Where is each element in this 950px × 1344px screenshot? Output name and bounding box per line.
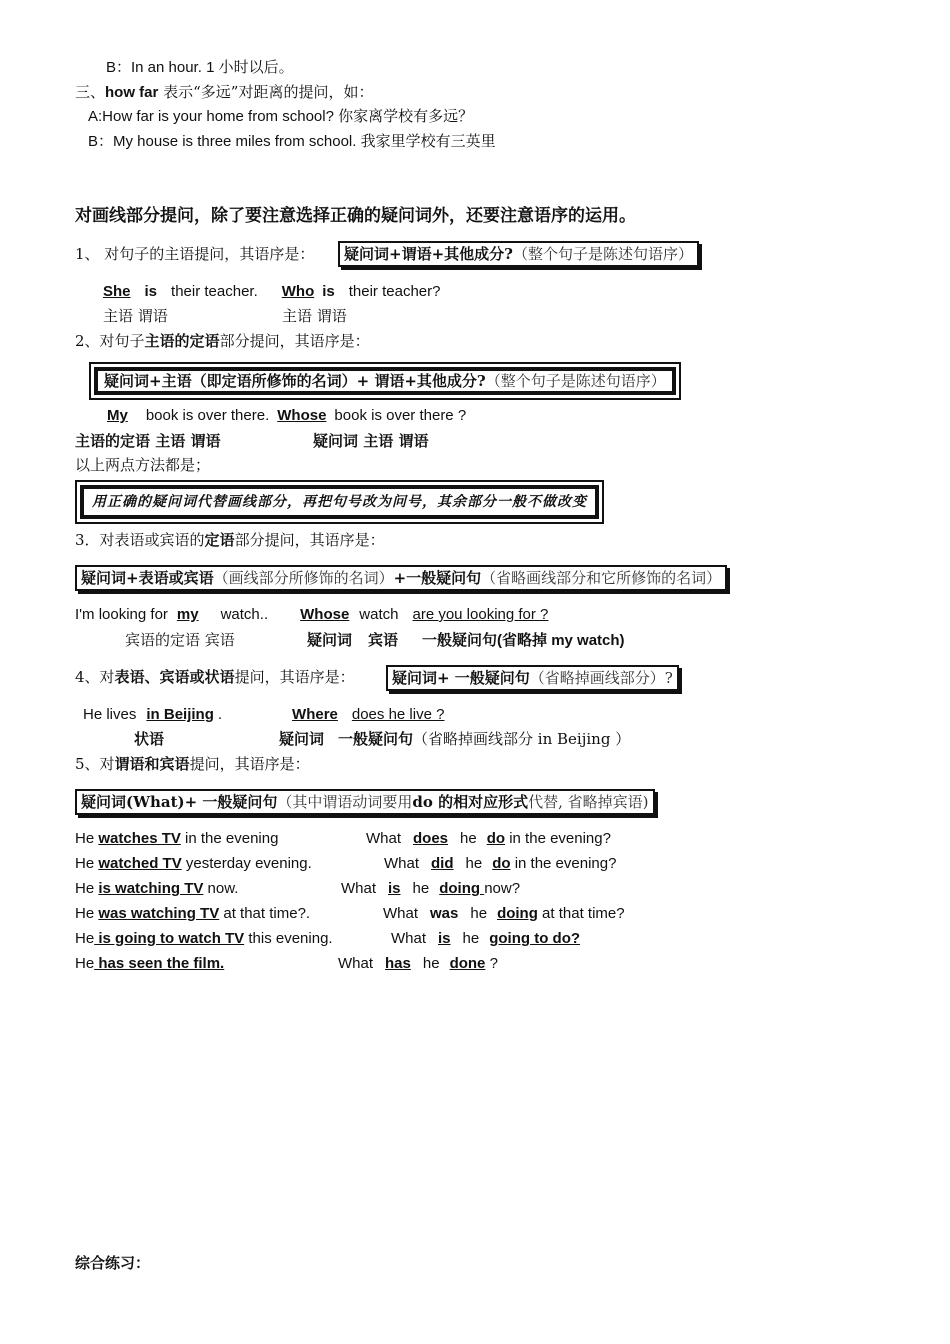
example-1-line bbox=[103, 282, 440, 302]
ex1-rest1: their teacher. bbox=[171, 283, 258, 300]
ex5-aux: has bbox=[385, 955, 411, 972]
rule-2-box-bold: 疑问词+主语（即定语所修饰的名词）+ 谓语+其他成分? bbox=[104, 372, 486, 390]
ex5-tail: in the evening? bbox=[505, 830, 611, 847]
ex5-what: What bbox=[384, 855, 420, 872]
ex5-underlined: watches TV bbox=[98, 830, 181, 847]
ex5-row-right bbox=[341, 879, 520, 899]
ex5-rest: now. bbox=[203, 880, 239, 897]
rule-5-pre: 5、对 bbox=[75, 755, 115, 773]
ex5-he: He bbox=[75, 930, 95, 947]
ex4-pre: He lives bbox=[83, 706, 137, 723]
ex3-label-b2: 宾语 bbox=[368, 631, 399, 649]
answer-b-hour: B：In an hour. 1 小时以后。 bbox=[106, 59, 294, 76]
section-3-rest: 表示“多远”对距离的提问，如： bbox=[158, 83, 374, 101]
ex2-whose: Whose bbox=[277, 407, 327, 424]
ex4-where: Where bbox=[292, 706, 338, 723]
ex5-row-left bbox=[75, 954, 224, 974]
ex5-what: What bbox=[338, 955, 374, 972]
ex4-rest: does he live ? bbox=[351, 706, 445, 723]
rule-4-box-bold: 疑问词+ 一般疑问句 bbox=[392, 669, 530, 687]
rule-1-box-bold: 疑问词+谓语+其他成分? bbox=[344, 245, 513, 263]
ex2-s2: book is over there ? bbox=[334, 407, 467, 424]
answer-b-howfar: B：My house is three miles from school. 我家里学校有三英里 bbox=[88, 133, 496, 150]
ex5-what: What bbox=[366, 830, 402, 847]
ex4-label-b2: 一般疑问句 bbox=[338, 730, 414, 748]
ex5-rest: this evening. bbox=[244, 930, 333, 947]
ex5-rest: yesterday evening. bbox=[181, 855, 312, 872]
example-2-line bbox=[107, 406, 466, 426]
ex5-underlined: is watching TV bbox=[98, 880, 204, 897]
rule-5-box bbox=[75, 789, 655, 815]
ex5-tail: ? bbox=[485, 955, 498, 972]
rule-5-text bbox=[75, 754, 310, 774]
ex2-my: My bbox=[107, 407, 128, 424]
ex5-row-left bbox=[75, 904, 310, 924]
section-3-title bbox=[75, 82, 373, 103]
ex5-tail: now? bbox=[484, 880, 521, 897]
rule-4-box-note: （省略掉画线部分）? bbox=[529, 669, 673, 687]
ex5-he2: he bbox=[465, 855, 483, 872]
summary-intro: 以上两点方法都是； bbox=[75, 456, 211, 474]
ex5-row-right bbox=[383, 904, 625, 924]
rule-3-box-note1: （画线部分所修饰的名词） bbox=[213, 569, 394, 587]
ex1-label-a: 主语 谓语 bbox=[103, 307, 168, 325]
main-heading: 对画线部分提问，除了要注意选择正确的疑问词外，还要注意语序的运用。 bbox=[75, 206, 636, 226]
rule-5-box-bold2: do 的相对应形式 bbox=[412, 793, 529, 811]
rule-5-bold: 谓语和宾语 bbox=[114, 755, 190, 773]
ex1-rest2: their teacher? bbox=[348, 283, 441, 300]
ex5-tail: in the evening? bbox=[510, 855, 617, 872]
ex5-rest: at that time?. bbox=[219, 905, 311, 922]
practice-heading: 综合练习： bbox=[75, 1254, 151, 1272]
ex5-verb: doing bbox=[439, 880, 485, 897]
rule-1-box-note: （整个句子是陈述句语序） bbox=[512, 245, 693, 263]
ex5-underlined: watched TV bbox=[98, 855, 182, 872]
rule-2-post: 部分提问，其语序是： bbox=[219, 332, 370, 350]
rule-3-box-bold1: 疑问词+表语或宾语 bbox=[81, 569, 214, 587]
rule-1-text: 1、 对句子的主语提问，其语序是： bbox=[75, 245, 315, 263]
ex3-label-b1: 疑问词 bbox=[307, 631, 353, 649]
rule-3-box-bold2: +一般疑问句 bbox=[393, 569, 482, 587]
ex5-row-right bbox=[338, 954, 498, 974]
ex4-label-a: 状语 bbox=[134, 730, 165, 748]
ex3-my: my bbox=[176, 606, 199, 623]
ex5-what: What bbox=[383, 905, 419, 922]
ex5-row-left bbox=[75, 854, 312, 874]
ex5-aux: is bbox=[388, 880, 401, 897]
rule-3-post: 部分提问，其语序是： bbox=[234, 531, 385, 549]
ex4-label-b1: 疑问词 bbox=[279, 730, 325, 748]
ex5-aux: was bbox=[430, 905, 459, 922]
ex1-who: Who bbox=[281, 283, 315, 300]
section-3-bold: how far bbox=[105, 84, 159, 101]
ex5-verb: going to do? bbox=[489, 930, 581, 947]
ex5-row-right bbox=[384, 854, 616, 874]
ex5-aux: did bbox=[431, 855, 454, 872]
ex1-is2: is bbox=[322, 283, 335, 300]
ex5-row-left bbox=[75, 929, 333, 949]
rule-5-post: 提问，其语序是： bbox=[189, 755, 310, 773]
ex5-aux: does bbox=[413, 830, 449, 847]
section-3-prefix: 三、 bbox=[75, 83, 106, 101]
ex4-in-beijing: in Beijing bbox=[146, 706, 214, 723]
ex4-dot: . bbox=[217, 706, 223, 723]
ex4-label-b3: （省略掉画线部分 in Beijing ） bbox=[413, 730, 631, 748]
ex5-row-left bbox=[75, 829, 278, 849]
ex3-pre: I'm looking for bbox=[75, 606, 168, 623]
ex3-label-b bbox=[307, 630, 625, 651]
rule-4-text bbox=[75, 667, 355, 687]
ex2-label-a: 主语的定语 主语 谓语 bbox=[75, 432, 221, 450]
rule-3-text bbox=[75, 530, 385, 550]
ex1-is: is bbox=[144, 283, 158, 300]
ex1-she: She bbox=[103, 283, 131, 300]
rule-2-pre: 2、对句子 bbox=[75, 332, 145, 350]
rule-5-box-note1: （其中谓语动词要用 bbox=[277, 793, 413, 811]
rule-3-box-note2: （省略画线部分和它所修饰的名词） bbox=[481, 569, 722, 587]
ex5-he2: he bbox=[412, 880, 430, 897]
question-a-howfar: A:How far is your home from school? 你家离学校有多远？ bbox=[88, 108, 474, 125]
summary-box: 用正确的疑问词代替画线部分，再把句号改为问号，其余部分一般不做改变 bbox=[80, 485, 599, 519]
ex2-label-b: 疑问词 主语 谓语 bbox=[313, 432, 429, 450]
rule-2-text bbox=[75, 331, 370, 351]
ex5-verb: done bbox=[449, 955, 486, 972]
rule-4-box bbox=[386, 665, 679, 691]
ex5-verb: do bbox=[492, 855, 511, 872]
rule-2-box bbox=[94, 367, 676, 395]
ex5-underlined: has seen the film. bbox=[94, 955, 225, 972]
ex5-row-right bbox=[391, 929, 580, 949]
rule-4-post: 提问，其语序是： bbox=[234, 668, 355, 686]
rule-1-box bbox=[338, 241, 699, 267]
ex5-underlined: was watching TV bbox=[98, 905, 220, 922]
ex5-he: He bbox=[75, 905, 99, 922]
ex5-underlined: is going to watch TV bbox=[94, 930, 245, 947]
ex5-he: He bbox=[75, 955, 95, 972]
ex5-aux: is bbox=[438, 930, 451, 947]
ex5-rest: in the evening bbox=[180, 830, 279, 847]
rule-3-bold: 定语 bbox=[204, 531, 235, 549]
rule-2-bold: 主语的定语 bbox=[144, 332, 220, 350]
ex4-label-b bbox=[279, 729, 630, 749]
ex3-rest: are you looking for ? bbox=[412, 606, 549, 623]
ex3-watch: watch bbox=[359, 606, 399, 623]
ex5-he2: he bbox=[470, 905, 488, 922]
rule-3-pre: 3．对表语或宾语的 bbox=[75, 531, 205, 549]
ex5-verb: do bbox=[486, 830, 506, 847]
ex5-he2: he bbox=[460, 830, 477, 847]
ex5-he: He bbox=[75, 855, 99, 872]
ex1-label-b: 主语 谓语 bbox=[282, 307, 347, 325]
ex3-label-a: 宾语的定语 宾语 bbox=[125, 631, 235, 649]
ex5-tail: at that time? bbox=[537, 905, 625, 922]
ex3-whose: Whose bbox=[300, 606, 350, 623]
rule-4-pre: 4、对 bbox=[75, 668, 115, 686]
ex3-label-b3: 一般疑问句(省略掉 my watch) bbox=[422, 632, 625, 649]
rule-2-box-note: （整个句子是陈述句语序） bbox=[485, 372, 666, 390]
rule-3-box bbox=[75, 565, 727, 591]
rule-5-box-bold1: 疑问词(What)+ 一般疑问句 bbox=[81, 793, 278, 811]
ex5-what: What bbox=[341, 880, 377, 897]
rule-5-box-note2: 代替, 省略掉宾语) bbox=[528, 793, 649, 811]
ex5-row-left bbox=[75, 879, 238, 899]
example-4-line bbox=[83, 705, 444, 725]
ex5-he2: he bbox=[462, 930, 480, 947]
example-3-line bbox=[75, 605, 548, 625]
ex5-he2: he bbox=[422, 955, 440, 972]
ex2-s1: book is over there. bbox=[145, 407, 270, 424]
ex5-verb: doing bbox=[497, 905, 538, 922]
ex3-post: watch.. bbox=[220, 606, 269, 623]
rule-4-bold: 表语、宾语或状语 bbox=[114, 668, 235, 686]
ex5-he: He bbox=[75, 880, 99, 897]
ex5-row-right bbox=[366, 829, 611, 849]
ex5-what: What bbox=[391, 930, 427, 947]
ex5-he: He bbox=[75, 830, 99, 847]
